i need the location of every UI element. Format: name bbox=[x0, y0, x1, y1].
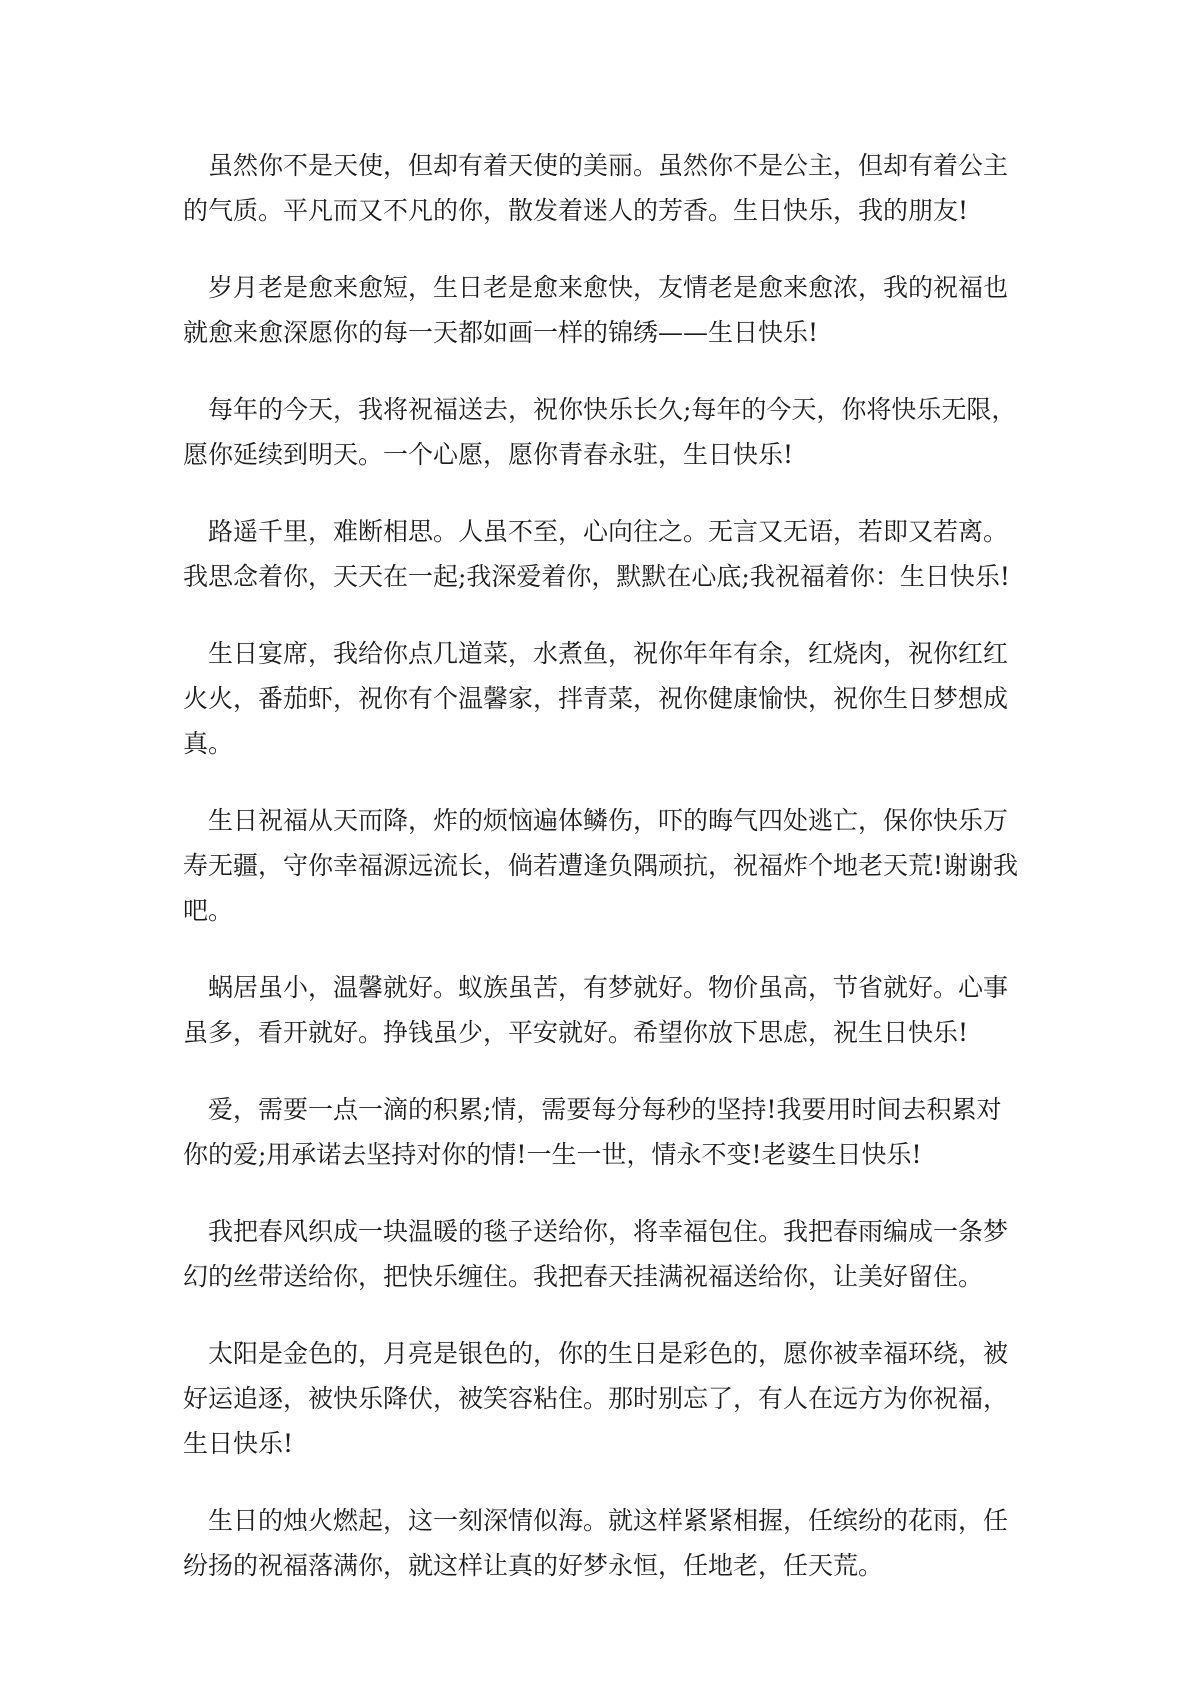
paragraph: 爱，需要一点一滴的积累;情，需要每分每秒的坚持!我要用时间去积累对你的爱;用承诺去坚持对你的情!一生一世，情永不变!老婆生日快乐! bbox=[183, 1095, 1002, 1169]
paragraph: 路遥千里，难断相思。人虽不至，心向往之。无言又无语，若即又若离。我思念着你，天天在一起;我深爱着你，默默在心底;我祝福着你：生日快乐! bbox=[183, 517, 1010, 591]
document-body bbox=[183, 143, 1023, 1620]
paragraph: 蜗居虽小，温馨就好。蚁族虽苦，有梦就好。物价虽高，节省就好。心事虽多，看开就好。挣钱虽少，平安就好。希望你放下思虑，祝生日快乐! bbox=[183, 973, 1009, 1047]
paragraph: 生日祝福从天而降，炸的烦恼遍体鳞伤，吓的晦气四处逃亡，保你快乐万寿无疆，守你幸福源远流长，倘若遭逢负隅顽抗，祝福炸个地老天荒!谢谢我吧。 bbox=[183, 806, 1019, 925]
paragraph: 虽然你不是天使，但却有着天使的美丽。虽然你不是公主，但却有着公主的气质。平凡而又不凡的你，散发着迷人的芳香。生日快乐，我的朋友! bbox=[183, 151, 1009, 225]
paragraph: 太阳是金色的，月亮是银色的，你的生日是彩色的，愿你被幸福环绕，被好运追逐，被快乐降伏，被笑容粘住。那时别忘了，有人在远方为你祝福，生日快乐! bbox=[183, 1339, 1009, 1458]
paragraph: 我把春风织成一块温暖的毯子送给你，将幸福包住。我把春雨编成一条梦幻的丝带送给你，把快乐缠住。我把春天挂满祝福送给你，让美好留住。 bbox=[183, 1217, 1009, 1291]
paragraph: 岁月老是愈来愈短，生日老是愈来愈快，友情老是愈来愈浓，我的祝福也就愈来愈深愿你的每一天都如画一样的锦绣——生日快乐! bbox=[183, 273, 1009, 347]
paragraph: 每年的今天，我将祝福送去，祝你快乐长久;每年的今天，你将快乐无限，愿你延续到明天。一个心愿，愿你青春永驻，生日快乐! bbox=[183, 395, 1017, 469]
paragraph: 生日宴席，我给你点几道菜，水煮鱼，祝你年年有余，红烧肉，祝你红红火火，番茄虾，祝你有个温馨家，拌青菜，祝你健康愉快，祝你生日梦想成真。 bbox=[183, 639, 1009, 758]
paragraph: 生日的烛火燃起，这一刻深情似海。就这样紧紧相握，任缤纷的花雨，任纷扬的祝福落满你，就这样让真的好梦永恒，任地老，任天荒。 bbox=[183, 1506, 1009, 1580]
